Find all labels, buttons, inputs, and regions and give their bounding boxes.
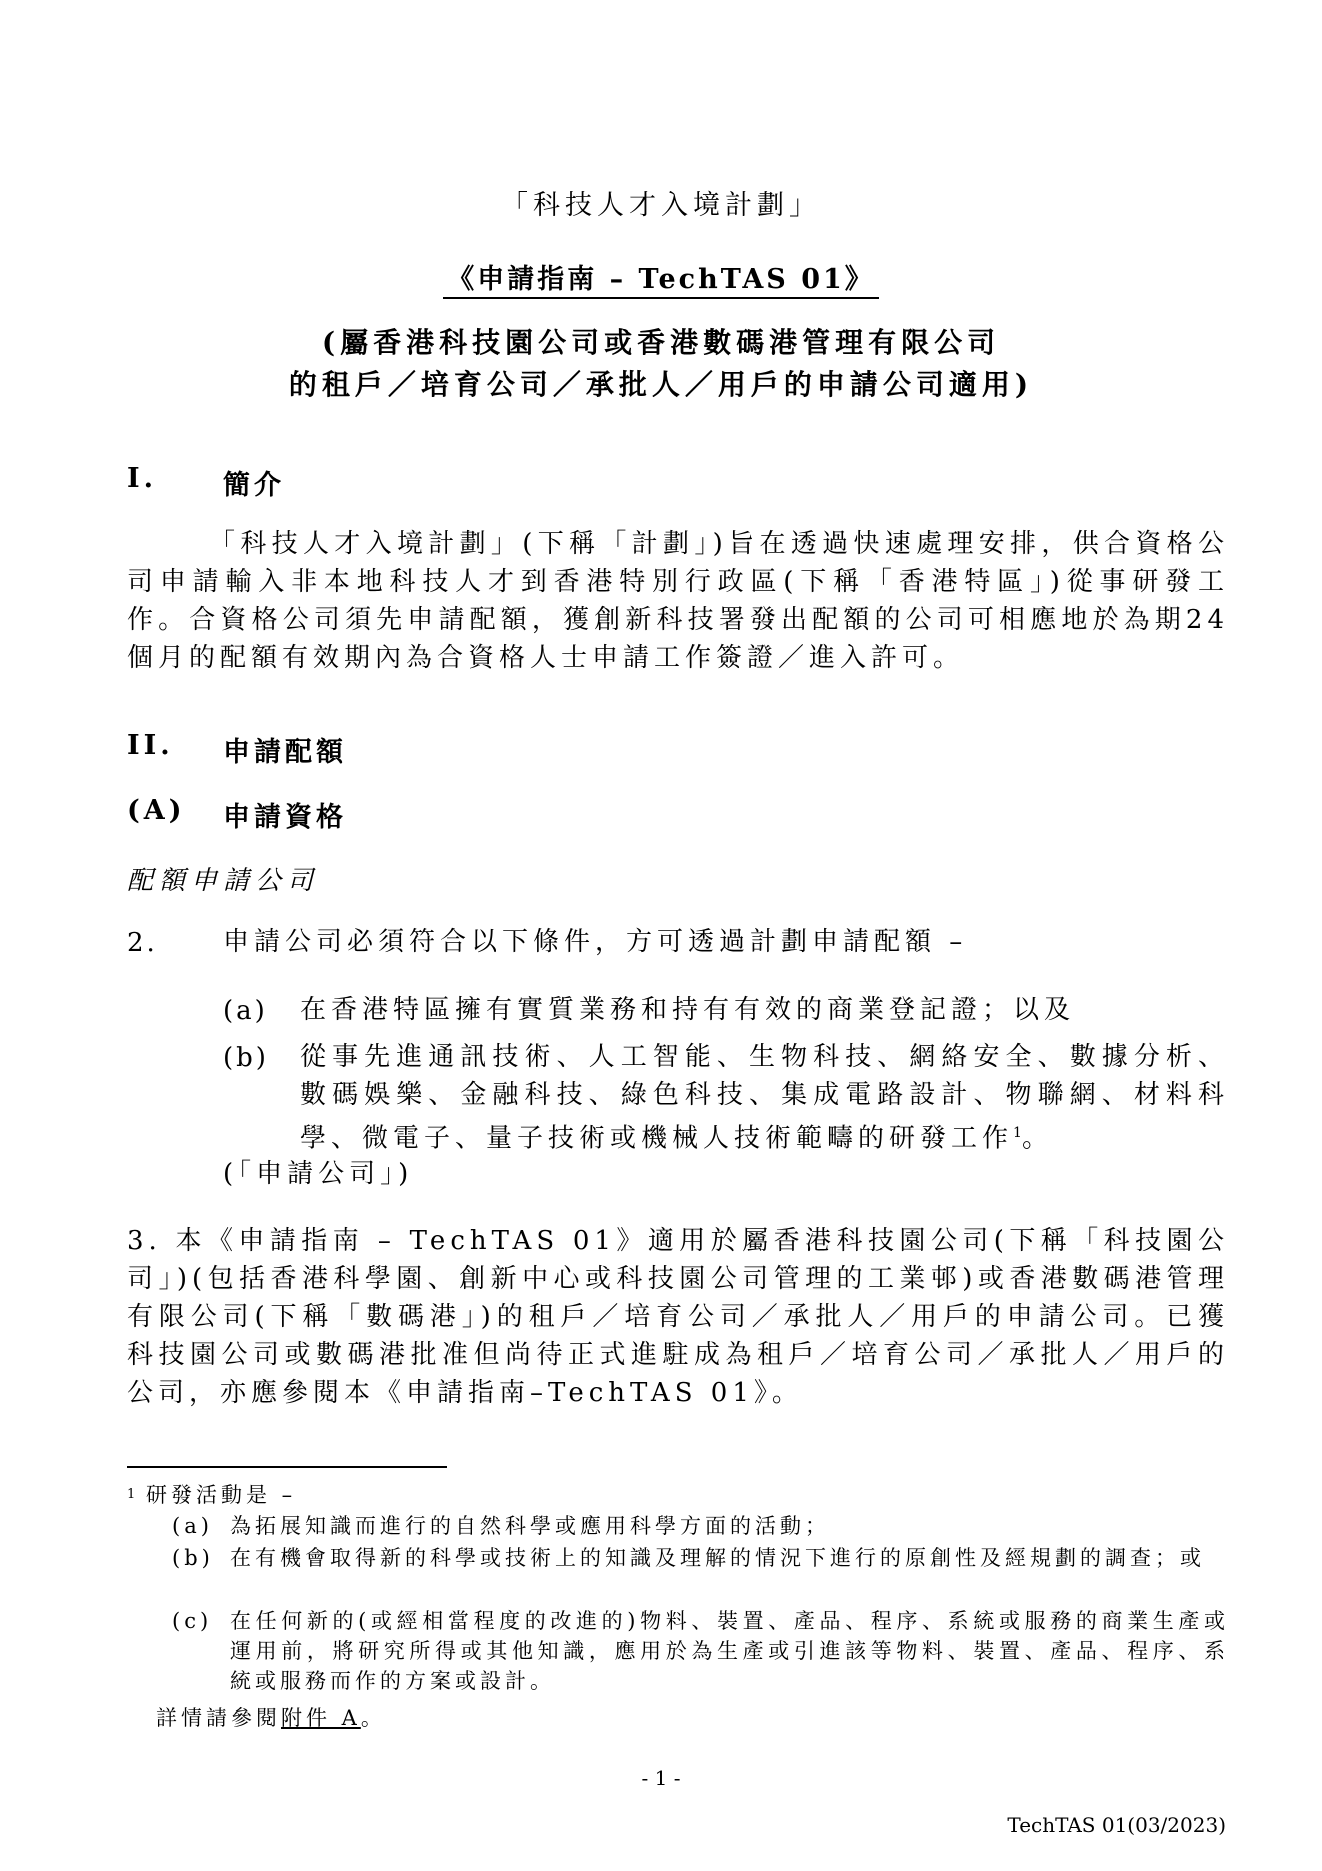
item-a-text: 在香港特區擁有實質業務和持有有效的商業登記證；以及 [300, 995, 1076, 1025]
footnote-intro-text: 研發活動是 – [145, 1483, 297, 1507]
footnote-item-a-label: (a) [172, 1514, 213, 1538]
paragraph-2-text: 申請公司必須符合以下條件，方可透過計劃申請配額 – [223, 927, 968, 957]
italic-subheading: 配額申請公司 [127, 866, 320, 896]
page-number: - 1 - [641, 1766, 681, 1790]
section-1-number: I. [127, 463, 158, 494]
item-b-suffix: 。 [1021, 1123, 1053, 1154]
section-2-number: II. [127, 730, 174, 761]
footnote-marker: 1 [127, 1487, 136, 1502]
section-1-paragraph: 「科技人才入境計劃」(下稱「計劃」)旨在透過快速處理安排，供合資格公司申請輸入非本地科技人才到香港特別行政區(下稱「香港特區」)從事研發工作。合資格公司須先申請配額，獲創新科技署發出配額的公司可相應地於為期24個月的配額有效期內為合資格人士申請工作簽證／進入許可。 [127, 529, 1229, 673]
paragraph-2-number: 2. [127, 928, 158, 958]
footnote-item-b-text: 在有機會取得新的科學或技術上的知識及理解的情況下進行的原創性及經規劃的調查；或 [230, 1546, 1205, 1570]
section-1-heading: 簡介 [223, 470, 285, 501]
subsection-a-heading: 申請資格 [223, 802, 347, 833]
document-subtitle-text: 《申請指南 – TechTAS 01》 [443, 264, 879, 299]
item-b-text [300, 1038, 1229, 1158]
document-subtitle [0, 257, 1322, 296]
item-a-label: (a) [223, 996, 268, 1026]
footnote-item-a-text: 為拓展知識而進行的自然科學或應用科學方面的活動； [230, 1514, 830, 1538]
footnote-item-c-label: (c) [172, 1609, 213, 1633]
footnote-details-suffix: 。 [360, 1706, 386, 1730]
footnote-reference: 1 [1013, 1125, 1022, 1141]
footnote-details-prefix: 詳情請參閱 [156, 1706, 281, 1730]
scope-line-2: 的租戶／培育公司／承批人／用戶的申請公司適用) [288, 368, 1034, 401]
footnote-intro [127, 1480, 296, 1510]
document-code: TechTAS 01(03/2023) [1007, 1813, 1226, 1837]
defined-term: (「申請公司」) [223, 1159, 414, 1189]
subsection-a-number: (A) [127, 795, 186, 826]
footnote-divider [127, 1466, 447, 1468]
footnote-item-c-text: 在任何新的(或經相當程度的改進的)物料、裝置、產品、程序、系統或服務的商業生產或運用前，將研究所得或其他知識，應用於為生產或引進該等物料、裝置、產品、程序、系統或服務而作的方案或設計。 [230, 1609, 1229, 1693]
item-b-label: (b) [223, 1043, 269, 1073]
paragraph-3: 3. 本《申請指南 – TechTAS 01》適用於屬香港科技園公司(下稱「科技園公司」)(包括香港科學園、創新中心或科技園公司管理的工業邨)或香港數碼港管理有限公司(下稱「數碼港」)的租戶／培育公司／承批人／用戶的申請公司。已獲科技園公司或數碼港批准但尚待正式進駐成為租戶／培育公司／承批人／用戶的公司，亦應參閱本《申請指南–TechTAS 01》。 [127, 1226, 1229, 1408]
annex-a-link[interactable]: 附件 A [281, 1706, 361, 1730]
section-2-heading: 申請配額 [223, 737, 347, 768]
footnote-details [156, 1703, 386, 1733]
item-b-main-text: 從事先進通訊技術、人工智能、生物科技、網絡安全、數據分析、數碼娛樂、金融科技、綠色科技、集成電路設計、物聯網、材料科學、微電子、量子技術或機械人技術範疇的研發工作 [300, 1042, 1229, 1154]
document-title: 「科技人才入境計劃」 [501, 190, 821, 221]
scope-line-1: (屬香港科技園公司或香港數碼港管理有限公司 [321, 326, 1001, 359]
footnote-item-b-label: (b) [172, 1546, 214, 1570]
